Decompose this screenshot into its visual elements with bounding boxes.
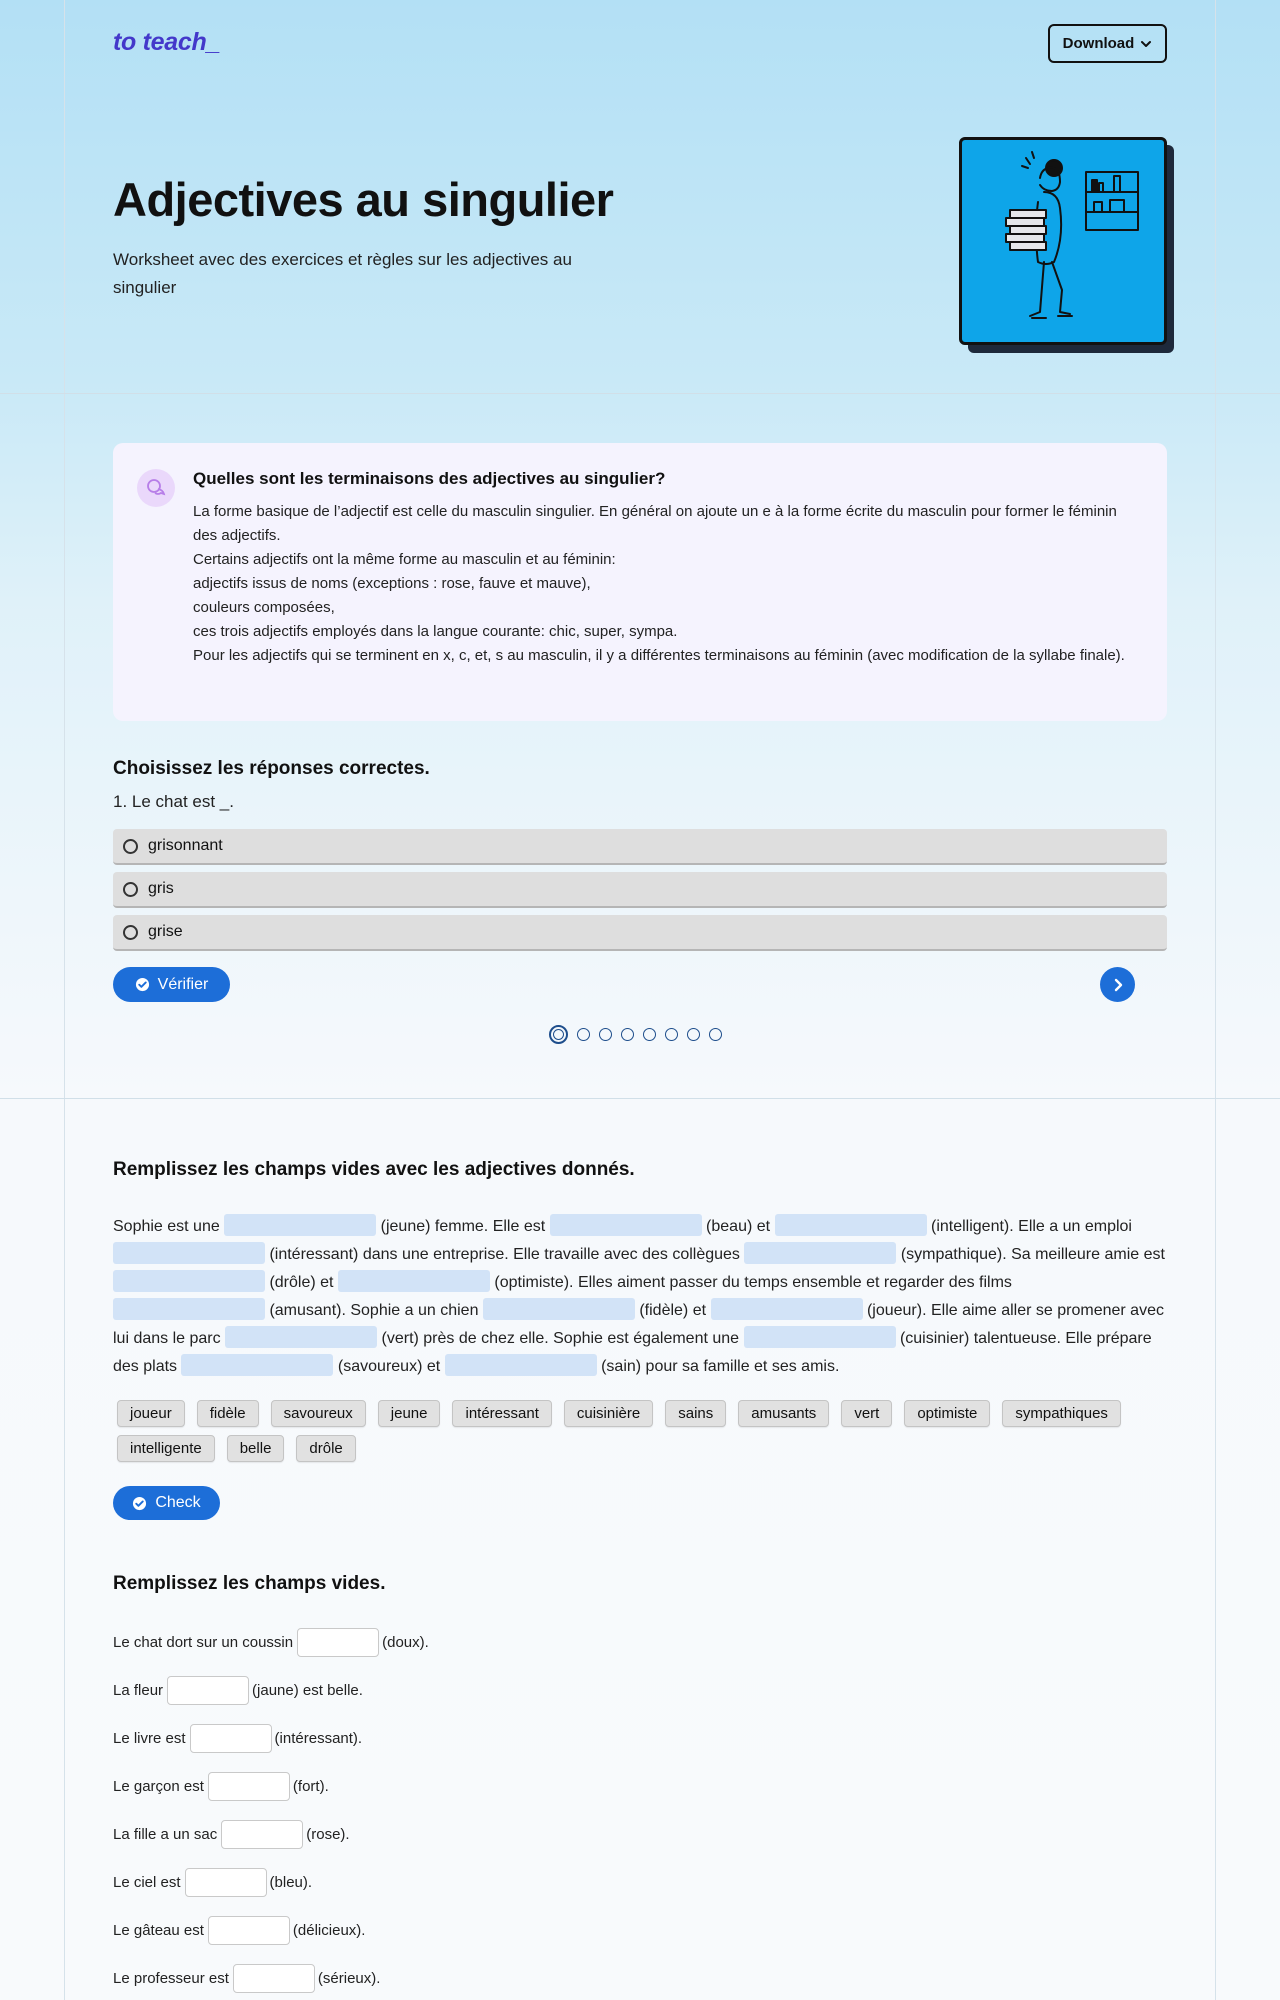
word-chip[interactable]: intéressant: [452, 1400, 551, 1427]
paragraph-text: (jeune) femme. Elle est: [376, 1218, 550, 1235]
drop-blank[interactable]: [445, 1354, 597, 1376]
sentence-before: La fille a un sac: [113, 1826, 218, 1843]
radio-icon[interactable]: [123, 882, 138, 897]
sentence-input[interactable]: [185, 1868, 267, 1897]
sentence-input[interactable]: [190, 1724, 272, 1753]
drop-blank[interactable]: [338, 1270, 490, 1292]
drop-blank[interactable]: [775, 1214, 927, 1236]
sentence-row: [113, 1916, 365, 1945]
word-chip[interactable]: cuisinière: [564, 1400, 653, 1427]
word-chip[interactable]: fidèle: [197, 1400, 259, 1427]
drop-blank[interactable]: [181, 1354, 333, 1376]
pagination-dot[interactable]: [643, 1028, 656, 1041]
rules-body: [193, 500, 1143, 668]
download-label: Download: [1062, 35, 1135, 52]
sentence-after: (fort).: [292, 1778, 329, 1795]
word-chip[interactable]: joueur: [117, 1400, 185, 1427]
word-chip[interactable]: belle: [227, 1435, 285, 1462]
logo[interactable]: to teach_: [113, 28, 221, 56]
word-chip[interactable]: sains: [665, 1400, 726, 1427]
sentence-input[interactable]: [297, 1628, 379, 1657]
rules-info-box: [113, 443, 1167, 721]
paragraph-text: (savoureux) et: [333, 1358, 445, 1375]
fill-exercise-title: Remplissez les champs vides avec les adjectives donnés.: [113, 1159, 635, 1180]
pagination-dot[interactable]: [687, 1028, 700, 1041]
drop-blank[interactable]: [113, 1270, 265, 1292]
grid-line: [0, 393, 1280, 394]
rules-line: Pour les adjectifs qui se terminent en x, c, et, s au masculin, il y a différentes terminaisons au féminin (avec modification de la syllabe finale).: [193, 647, 1125, 664]
sentence-row: [113, 1676, 363, 1705]
word-chip[interactable]: jeune: [378, 1400, 441, 1427]
fill-paragraph: [113, 1213, 1167, 1381]
sentence-before: Le livre est: [113, 1730, 186, 1747]
paragraph-text: (sympathique). Sa meilleure amie est: [896, 1246, 1165, 1263]
check-button[interactable]: [113, 1486, 220, 1520]
drop-blank[interactable]: [711, 1298, 863, 1320]
quiz-title: Choisissez les réponses correctes.: [113, 758, 430, 779]
sentence-input[interactable]: [233, 1964, 315, 1993]
sentence-before: Le chat dort sur un coussin: [113, 1634, 294, 1651]
word-bank: [113, 1400, 1173, 1462]
sentence-row: [113, 1724, 362, 1753]
quiz-option[interactable]: [113, 829, 1167, 865]
chevron-down-icon: [1140, 38, 1152, 50]
page-title: Adjectives au singulier: [113, 173, 614, 226]
drop-blank[interactable]: [744, 1242, 896, 1264]
hero-illustration: [959, 137, 1167, 345]
sentence-row: [113, 1772, 329, 1801]
check-label: Check: [155, 1494, 201, 1511]
sentence-row: [113, 1964, 380, 1993]
paragraph-text: (cuisinier) talentueuse. Elle prépare des plats: [113, 1330, 1152, 1375]
drop-blank[interactable]: [113, 1298, 265, 1320]
sentences-exercise-title: Remplissez les champs vides.: [113, 1573, 386, 1594]
rules-line: Certains adjectifs ont la même forme au masculin et au féminin:: [193, 551, 616, 568]
paragraph-text: (joueur). Elle aime aller se promener avec lui dans le parc: [113, 1302, 1164, 1347]
sentence-after: (doux).: [382, 1634, 429, 1651]
sentence-after: (sérieux).: [317, 1970, 381, 1987]
paragraph-text: (amusant). Sophie a un chien: [265, 1302, 483, 1319]
sentence-before: Le garçon est: [113, 1778, 204, 1795]
drop-blank[interactable]: [224, 1214, 376, 1236]
sentence-after: (jaune) est belle.: [252, 1682, 363, 1699]
paragraph-text: (intelligent). Elle a un emploi: [926, 1218, 1132, 1235]
word-chip[interactable]: intelligente: [117, 1435, 215, 1462]
rules-title: Quelles sont les terminaisons des adjectives au singulier?: [193, 469, 666, 488]
paragraph-text: (vert) près de chez elle. Sophie est également une: [377, 1330, 744, 1347]
sentence-input[interactable]: [221, 1820, 303, 1849]
check-circle-icon: [132, 1496, 147, 1511]
question-pagination: [549, 1025, 722, 1044]
pagination-dot[interactable]: [709, 1028, 722, 1041]
quiz-question: 1. Le chat est _.: [113, 792, 234, 811]
grid-line: [0, 1098, 1280, 1099]
paragraph-text: (beau) et: [701, 1218, 775, 1235]
paragraph-text: (sain) pour sa famille et ses amis.: [596, 1358, 840, 1375]
sentence-input[interactable]: [208, 1916, 290, 1945]
drop-blank[interactable]: [550, 1214, 702, 1236]
verify-button[interactable]: [113, 967, 230, 1002]
quiz-option-label: grise: [148, 923, 183, 940]
grid-line: [1215, 0, 1216, 2000]
sentence-after: (bleu).: [269, 1874, 313, 1891]
quiz-option-label: gris: [148, 880, 174, 897]
rules-line: adjectifs issus de noms (exceptions : rose, fauve et mauve),: [193, 575, 591, 592]
paragraph-text: (optimiste). Elles aiment passer du temps ensemble et regarder des films: [489, 1274, 1012, 1291]
drop-blank[interactable]: [744, 1326, 896, 1348]
sentence-after: (rose).: [306, 1826, 350, 1843]
pagination-dot-active[interactable]: [549, 1025, 568, 1044]
word-chip[interactable]: savoureux: [271, 1400, 366, 1427]
radio-icon[interactable]: [123, 839, 138, 854]
grid-line: [64, 0, 65, 2000]
word-chip[interactable]: sympathiques: [1002, 1400, 1121, 1427]
pagination-dot[interactable]: [577, 1028, 590, 1041]
sentence-before: Le professeur est: [113, 1970, 229, 1987]
sentence-before: Le gâteau est: [113, 1922, 204, 1939]
drop-blank[interactable]: [113, 1242, 265, 1264]
rules-line: La forme basique de l’adjectif est celle du masculin singulier. En général on ajoute un e à la forme écrite du masculin pour former le féminin des adjectifs.: [193, 503, 1117, 544]
verify-label: Vérifier: [157, 975, 209, 993]
word-chip[interactable]: optimiste: [904, 1400, 990, 1427]
sentence-row: [113, 1868, 312, 1897]
paragraph-text: (drôle) et: [265, 1274, 338, 1291]
chat-bubble-icon: [137, 469, 175, 507]
sentence-after: (délicieux).: [292, 1922, 366, 1939]
pagination-dot[interactable]: [621, 1028, 634, 1041]
word-chip[interactable]: drôle: [296, 1435, 355, 1462]
word-chip[interactable]: vert: [841, 1400, 892, 1427]
paragraph-text: (fidèle) et: [634, 1302, 711, 1319]
pagination-dot[interactable]: [665, 1028, 678, 1041]
chevron-right-icon: [1111, 978, 1125, 992]
quiz-option-label: grisonnant: [148, 837, 223, 854]
sentence-before: La fleur: [113, 1682, 164, 1699]
sentence-input[interactable]: [208, 1772, 290, 1801]
quiz-option[interactable]: [113, 915, 1167, 951]
sentence-row: [113, 1820, 350, 1849]
radio-icon[interactable]: [123, 925, 138, 940]
drop-blank[interactable]: [225, 1326, 377, 1348]
drop-blank[interactable]: [483, 1298, 635, 1320]
page-subtitle: Worksheet avec des exercices et règles sur les adjectives au singulier: [113, 250, 572, 297]
next-question-button[interactable]: [1100, 967, 1135, 1002]
paragraph-text: (intéressant) dans une entreprise. Elle travaille avec des collègues: [265, 1246, 745, 1263]
sentence-after: (intéressant).: [274, 1730, 363, 1747]
word-chip[interactable]: amusants: [738, 1400, 829, 1427]
quiz-option[interactable]: [113, 872, 1167, 908]
download-button[interactable]: [1048, 24, 1167, 63]
sentence-input[interactable]: [167, 1676, 249, 1705]
check-circle-icon: [135, 977, 150, 992]
sentence-before: Le ciel est: [113, 1874, 181, 1891]
woman-carrying-books-illustration: [962, 140, 1167, 345]
rules-line: couleurs composées,: [193, 599, 335, 616]
paragraph-text: Sophie est une: [113, 1218, 225, 1235]
pagination-dot[interactable]: [599, 1028, 612, 1041]
sentence-row: [113, 1628, 429, 1657]
rules-line: ces trois adjectifs employés dans la langue courante: chic, super, sympa.: [193, 623, 678, 640]
